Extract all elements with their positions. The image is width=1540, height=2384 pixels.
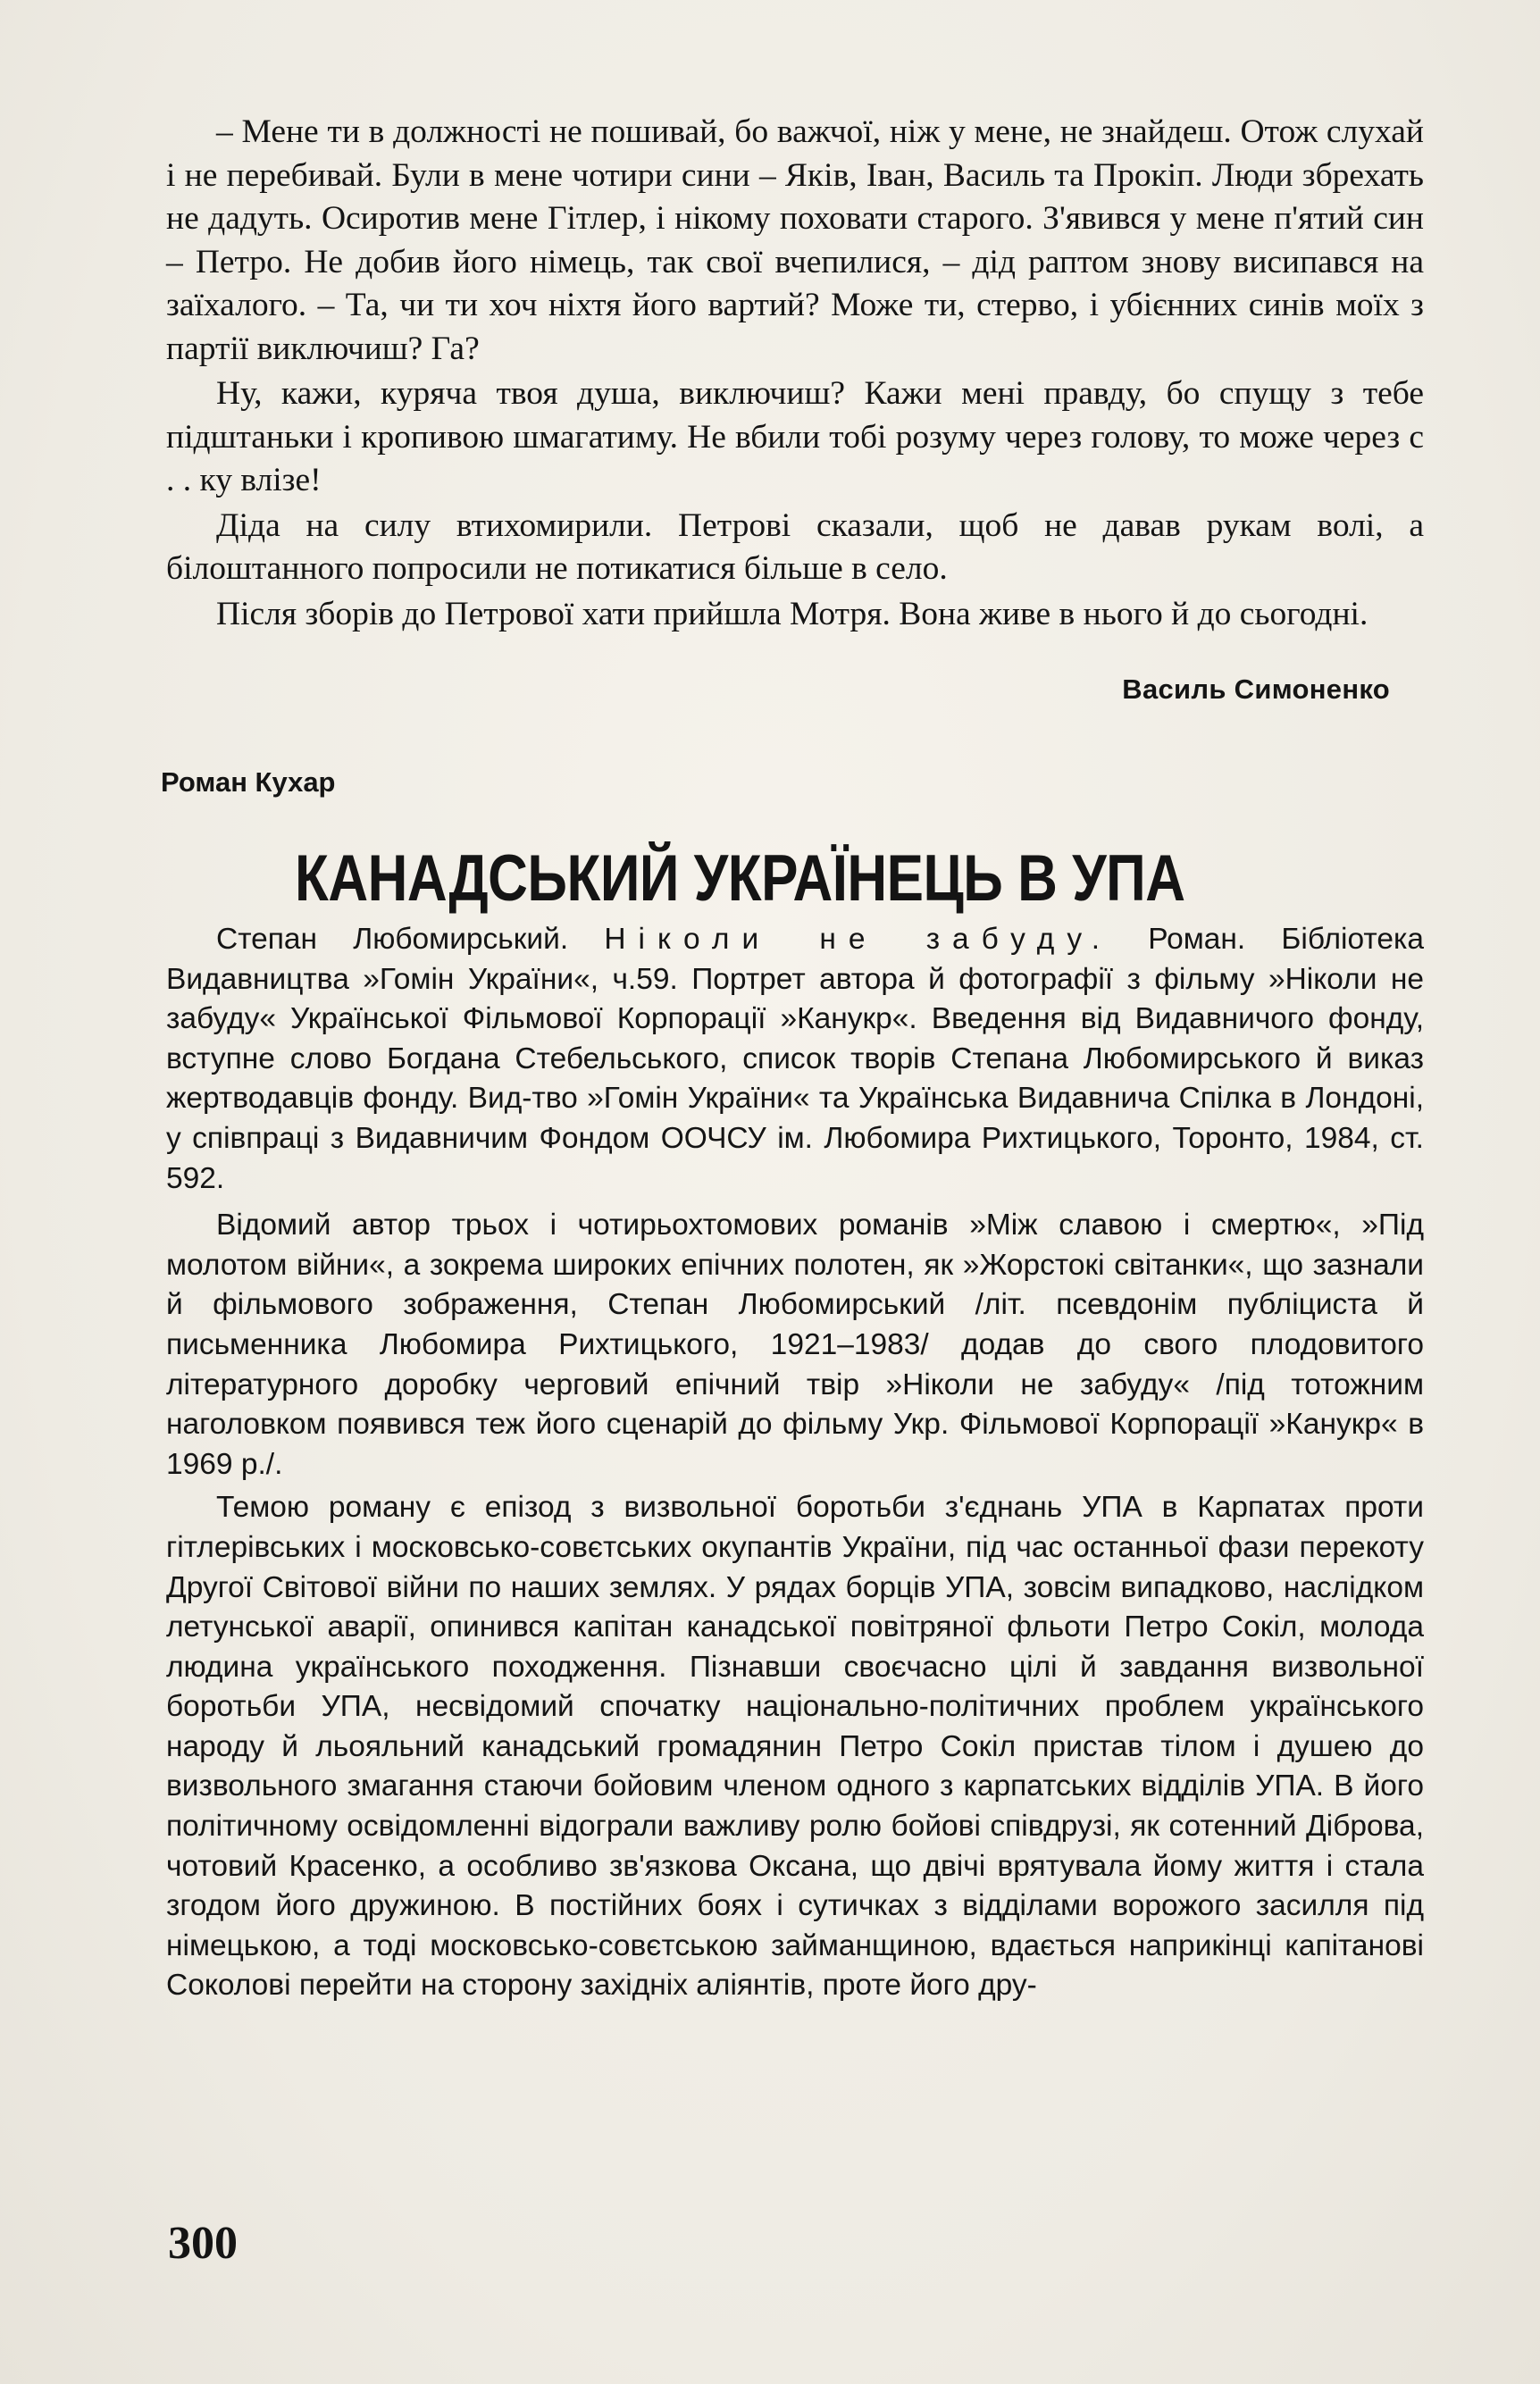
review-paragraph: Відомий автор трьох і чотирьохтомових романів »Між славою і смертю«, »Під молотом війни«, а зокрема широких епічних полотен, як »Жорстокі світанки«, що зазнали й фільмового зображення, Степан Любомирський /літ. псевдонім публіциста й письменника Любомира Рихтицького, 1921–1983/ додав до свого плодовитого літературного доробку черговий епічний твір »Ніколи не забуду« /під тотожним наголовком появився теж його сценарій до фільму Укр. Фільмової Корпорації »Канукр« в 1969 р./.	[166, 1209, 1424, 1481]
bibliographic-entry	[166, 920, 1424, 1199]
bib-book-title: Ніколи не забуду.	[604, 923, 1113, 956]
review-paragraph: Темою роману є епізод з визвольної боротьби з'єднань УПА в Карпатах проти гітлерівських і московсько-совєтських окупантів України, під час останньої фази перекоту Другої Світової війни по наших землях. У рядах борців УПА, зовсім випадково, наслідком летунської аварії, опинився капітан канадської повітряної фльоти Петро Сокіл, молода людина українського походження. Пізнавши своєчасно цілі й завдання визвольної боротьби УПА, несвідомий спочатку національно-політичних проблем українського народу й льояльний канадський громадянин Петро Сокіл пристав тілом і душею до визвольного змагання стаючи бойовим членом одного з карпатських відділів УПА. В його політичному освідомленні відограли важливу ролю бойові співдрузі, як сотенний Діброва, чотовий Красенко, а особливо зв'язкова Оксана, що двічі врятувала йому життя і стала згодом його дружиною. В постійних боях і сутичках з відділами ворожого засилля під німецькою, а тоді московсько-совєтською займанщиною, вдається наприкінці капітанові Соколові перейти на сторону західніх аліянтів, проте його дру-	[166, 1491, 1424, 2003]
page-number: 300	[168, 2218, 238, 2269]
story-paragraph: Ну, кажи, куряча твоя душа, виключиш? Кажи мені правду, бо спущу з тебе підштаньки і кропивою шмагатиму. Не вбили тобі розуму через голову, то може через с . . ку влізе!	[166, 375, 1424, 498]
bib-details: Роман. Бібліотека Видавництва »Гомін України«, ч.59. Портрет автора й фотографії з фільму »Ніколи не забуду« Української Фільмової Корпорації »Канукр«. Введення від Видавничого фонду, вступне слово Богдана Стебельського, список творів Степана Любомирського й виказ жертводавців фонду. Вид-тво »Гомін України« та Українська Видавнича Спілка в Лондоні, у співпраці з Видавничим Фондом ООЧСУ ім. Любомира Рихтицького, Торонто, 1984, ст. 592.	[166, 923, 1425, 1195]
story-ending-text	[166, 111, 1424, 638]
review-author: Роман Кухар	[161, 766, 336, 798]
story-paragraph: – Мене ти в должності не пошивай, бо важчої, ніж у мене, не знайдеш. Отож слухай і не перебивай. Були в мене чотири сини – Яків, Іван, Василь та Прокіп. Люди збрехать не дадуть. Осиротив мене Гітлер, і нікому поховати старого. З'явився у мене п'ятий син – Петро. Не добив його німець, так свої вчепилися, – дід раптом знову висипався на заїхалого. – Та, чи ти хоч ніхтя його вартий? Може ти, стерво, і убієнних синів моїх з партії виключиш? Га?	[166, 113, 1424, 367]
bib-author: Степан Любомирський.	[216, 923, 569, 956]
review-title: КАНАДСЬКИЙ УКРАЇНЕЦЬ В УПА	[295, 842, 1185, 916]
story-paragraph: Діда на силу втихомирили. Петрові сказали, щоб не давав рукам волі, а білоштанного попросили не потикатися більше в село.	[166, 506, 1424, 587]
story-paragraph: Після зборів до Петрової хати прийшла Мотря. Вона живе в нього й до сьогодні.	[216, 595, 1368, 632]
story-author-signature: Василь Симоненко	[1122, 673, 1390, 705]
review-body	[166, 920, 1424, 2010]
